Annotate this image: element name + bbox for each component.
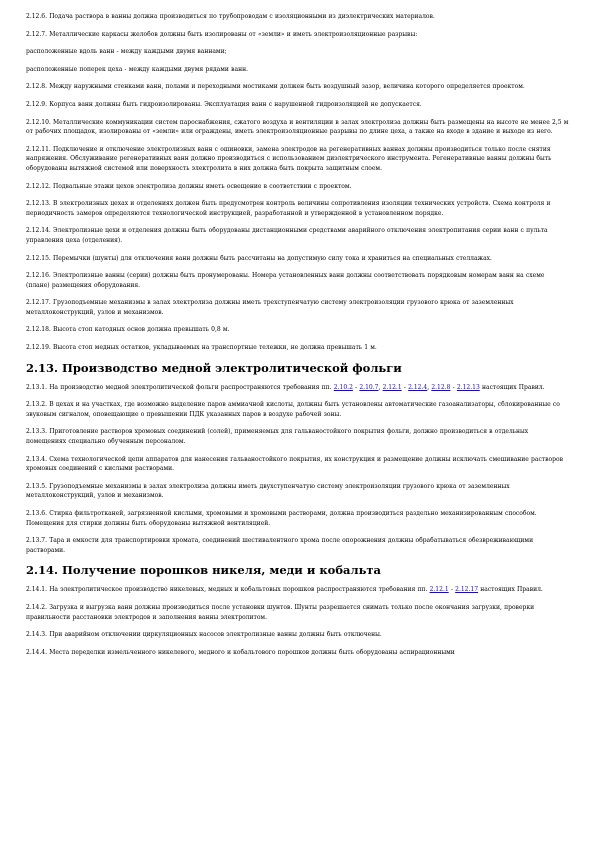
paragraph-2-14-2: 2.14.2. Загрузка и выгрузка ванн должны производиться после установки шунтов. Шунты разрешается снимать только после окончания загрузки, проверки правильности расстановки электродов и заполнения ванны электролитом. — [26, 603, 535, 621]
paragraph-2-13-1 — [26, 383, 569, 393]
separator: , — [427, 383, 432, 391]
section-heading-2-14: 2.14. Получение порошков никеля, меди и кобальта — [26, 563, 381, 578]
paragraph-2-12-19: 2.12.19. Высота стоп медных остатков, укладываемых на транспортные тележки, не должна превышать 1 м. — [26, 344, 377, 352]
paragraph-2-12-14: 2.12.14. Электролизные цехи и отделения должны быть оборудованы дистанционными средствами аварийного отключения электропитания серии ванн с пульта управления цеха (отделения). — [26, 227, 548, 244]
paragraph-across-shop: расположенные поперек цеха - между каждыми двумя рядами ванн. — [26, 65, 248, 73]
paragraph-2-13-6: 2.13.6. Стирка фильтротканей, загрязненной кислыми, хромовыми и хромовыми растворами, должна производиться раздельно механизированным способом. Помещения для стирки должны быть оборудованы вытяжной вентиляцией. — [26, 510, 537, 527]
ref-link-2-12-1[interactable]: 2.12.1 — [382, 383, 402, 391]
paragraph-2-13-4: 2.13.4. Схема технологической цепи аппаратов для нанесения гальваностойкого покрытия, их конструкция и размещение должны исключать смешивание растворов хромовых соединений с кислыми растворами. — [26, 455, 563, 473]
ref-link-2-10-2[interactable]: 2.10.2 — [333, 383, 353, 391]
paragraph-2-12-12: 2.12.12. Подвальные этажи цехов электролиза должны иметь освещение в соответствии с проектом. — [26, 182, 352, 190]
paragraph-2-12-6: 2.12.6. Подача раствора в ванны должна производиться по трубопроводам с изоляционными из диэлектрических материалов. — [26, 13, 435, 20]
separator: - — [401, 383, 409, 391]
paragraph-2-14-1-text: 2.14.1. На электролитическое производство никелевых, медных и кобальтовых порошков распространяются требования пп. — [26, 586, 430, 594]
paragraph-2-12-9: 2.12.9. Корпуса ванн должны быть гидроизолированы. Эксплуатация ванн с нарушенной гидроизоляцией не допускается. — [26, 100, 422, 108]
separator: - — [448, 586, 456, 594]
ref-link-2-12-8[interactable]: 2.12.8 — [431, 383, 451, 391]
paragraph-2-13-3: 2.13.3. Приготовление растворов хромовых соединений (солей), применяемых для гальваностойкого покрытия фольги, должно производиться в отдельных помещениях специально обученным персоналом. — [26, 428, 529, 446]
paragraph-2-12-17: 2.12.17. Грузоподъемные механизмы в залах электролиза должны иметь трехступенчатую систему электроизоляции грузового крюка от заземленных металлоконструкций, узлов и механизмов. — [26, 299, 514, 316]
separator: - — [352, 383, 360, 391]
paragraph-2-12-18: 2.12.18. Высота стоп катодных основ должна превышать 0,8 м. — [26, 326, 230, 334]
paragraph-2-13-2: 2.13.2. В цехах и на участках, где возможно выделение паров аммиачной кислоты, должны быть установлены автоматические газоанализаторы, сблокированные со звуковым сигналом, оповещающие о превышении ПДК указанных паров в воздухе рабочей зоны. — [26, 401, 560, 418]
paragraph-2-12-11: 2.12.11. Подключение и отключение электролизных ванн с ошиновки, замена электродов на регенеративных ваннах должны производиться только после снятия напряжения. Обслуживание регенеративных ванн должно производиться с использованием диэлектрического инструмента. Регенеративные ванны должны быть оборудованы вытяжной системой или поверхность электролита в них должна быть покрыта защитным слоем. — [26, 145, 552, 172]
ref-link-2-12-17[interactable]: 2.12.17 — [455, 586, 479, 594]
paragraph-2-14-1 — [26, 585, 569, 595]
ref-link-2-12-1[interactable]: 2.12.1 — [429, 586, 449, 594]
paragraph-2-13-7: 2.13.7. Тара и емкости для транспортировки хромата, соединений шестивалентного хрома после опорожнения должны обрабатываться обезвреживающими растворами. — [26, 537, 534, 554]
paragraph-2-12-10: 2.12.10. Металлические коммуникации систем пароснабжения, сжатого воздуха и вентиляции в залах электролиза должны быть размещены на высоте не менее 2,5 м от рабочих площадок, изолированы от «земли» или ограждены, иметь электроизоляционные разрывы по длине цеха, а также на входе в здание и выходе из него. — [26, 118, 569, 136]
paragraph-2-12-7: 2.12.7. Металлические каркасы желобов должны быть изолированы от «земли» и иметь электроизоляционные разрывы: — [26, 30, 418, 38]
paragraph-2-12-16: 2.12.16. Электролизные ванны (серии) должны быть пронумерованы. Номера установленных ванн должны соответствовать порядковым номерам ванн на схеме (плане) размещения оборудования. — [26, 272, 545, 289]
paragraph-2-12-15: 2.12.15. Перемычки (шунты) для отключения ванн должны быть рассчитаны на допустимую силу тока и храниться на специальных стеллажах. — [26, 254, 492, 262]
paragraph-2-14-1-tail: настоящих Правил. — [478, 586, 543, 594]
paragraph-along-baths: расположенные вдоль ванн - между каждыми двумя ваннами; — [26, 48, 227, 56]
paragraph-2-13-1-text: 2.13.1. На производство медной электролитической фольги распространяются требования пп. — [26, 383, 334, 391]
paragraph-2-12-13: 2.12.13. В электролизных цехах и отделениях должен быть предусмотрен контроль величины сопротивления изоляции технических устройств. Схема контроля и периодичность замеров определяются технологической инструкцией, разработанной и утвержденной в установленном порядке. — [26, 200, 551, 217]
paragraph-2-12-8: 2.12.8. Между наружными стенками ванн, полами и переходными мостиками должен быть воздушный зазор, величина которого определяется проектом. — [26, 83, 525, 91]
paragraph-2-13-5: 2.13.5. Грузоподъемные механизмы в залах электролиза должны иметь двухступенчатую систему электроизоляции грузового крюка от заземленных металлоконструкций, узлов и механизмов. — [26, 482, 510, 500]
section-heading-2-13: 2.13. Производство медной электролитической фольги — [26, 360, 402, 375]
paragraph-2-13-1-tail: настоящих Правил. — [479, 383, 545, 391]
ref-link-2-12-4[interactable]: 2.12.4 — [408, 383, 428, 391]
paragraph-2-14-3: 2.14.3. При аварийном отключении циркуляционных насосов электролизные ванны должны быть отключены. — [26, 631, 382, 639]
ref-link-2-10-7[interactable]: 2.10.7 — [359, 383, 379, 391]
ref-link-2-12-13[interactable]: 2.12.13 — [456, 383, 480, 391]
paragraph-2-14-4: 2.14.4. Места переделки измельченного никелевого, медного и кобальтового порошков должны быть оборудованы аспирационными — [26, 648, 455, 656]
separator: , — [378, 383, 383, 391]
separator: - — [450, 383, 457, 391]
